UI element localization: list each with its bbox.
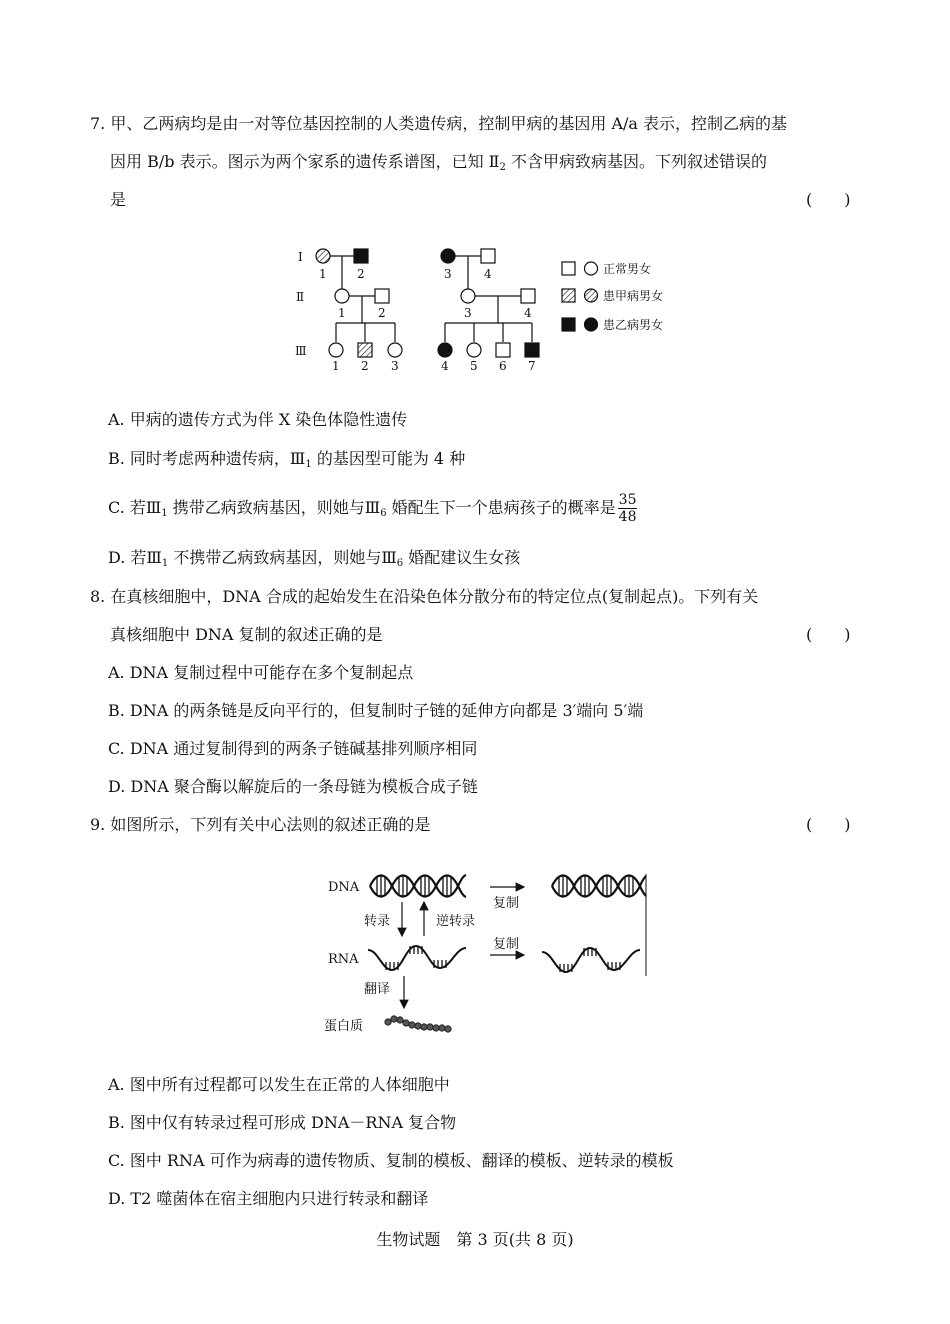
num-f2-g1-4: 4 — [484, 267, 492, 281]
gen-label-III: Ⅲ — [295, 344, 307, 358]
diagram-protein-label: 蛋白质 — [324, 1019, 364, 1034]
central-dogma-diagram — [320, 862, 660, 1042]
legend-label-jia: 患甲病男女 — [603, 289, 664, 303]
q7-option-c-pre: C. 若Ⅲ — [108, 498, 162, 517]
q8-option-a[interactable]: A. DNA 复制过程中可能存在多个复制起点 — [108, 663, 414, 682]
q7-stem-line2-pre: 因用 B/b 表示。图示为两个家系的遗传系谱图，已知 Ⅱ — [110, 152, 500, 171]
q7-option-d[interactable] — [108, 548, 520, 574]
num-f2-g1-3: 3 — [444, 267, 452, 281]
num-f1-g3-1: 1 — [332, 359, 340, 373]
q7-answer-paren: ( ) — [806, 190, 851, 209]
diagram-rna-label: RNA — [328, 952, 359, 967]
pedigree-II4-male-normal — [521, 289, 535, 303]
rna-strand-left — [368, 946, 466, 970]
q7-option-b-pre: B. 同时考虑两种遗传病，Ⅲ — [108, 449, 306, 468]
pedigree-II2-male-normal — [375, 289, 389, 303]
q7-stem-line2 — [110, 152, 767, 178]
q7-stem-line2-sub: 2 — [499, 162, 506, 173]
q7-option-d-post: 婚配建议生女孩 — [403, 548, 521, 567]
num-f1-g3-3: 3 — [391, 359, 399, 373]
pedigree-chart — [290, 240, 690, 375]
dna-helix-right — [552, 876, 646, 897]
q7-stem-line3: 是 — [110, 190, 127, 209]
num-f2-g3-6: 6 — [499, 359, 507, 373]
pedigree-III3-female-normal — [388, 343, 402, 357]
fraction-numerator: 35 — [618, 492, 637, 508]
q7-option-b-sub: 1 — [305, 459, 312, 470]
num-f1-g3-2: 2 — [361, 359, 369, 373]
pedigree-III1-female-normal — [329, 343, 343, 357]
legend-label-yi: 患乙病男女 — [603, 318, 664, 332]
num-f1-g2-2: 2 — [378, 306, 386, 320]
q8-answer-paren: ( ) — [806, 625, 851, 644]
q9-option-a[interactable]: A. 图中所有过程都可以发生在正常的人体细胞中 — [108, 1075, 450, 1094]
q7-option-d-sub1: 1 — [161, 558, 169, 569]
legend-jia-female — [585, 289, 598, 302]
diagram-replication-label-2: 复制 — [493, 937, 520, 952]
num-f2-g3-5: 5 — [470, 359, 478, 373]
q7-option-c-fraction — [618, 492, 638, 525]
q8-option-b[interactable]: B. DNA 的两条链是反向平行的，但复制时子链的延伸方向都是 3′端向 5′端 — [108, 701, 644, 720]
q9-answer-paren: ( ) — [806, 815, 851, 834]
legend-yi-female — [585, 318, 598, 331]
num-f2-g2-3: 3 — [464, 306, 472, 320]
num-f2-g2-4: 4 — [524, 306, 532, 320]
pedigree-III7-male-yi — [525, 343, 539, 357]
legend-normal-male — [562, 262, 575, 275]
q8-stem-line2: 真核细胞中 DNA 复制的叙述正确的是 — [110, 625, 383, 644]
q9-option-d[interactable]: D. T2 噬菌体在宿主细胞内只进行转录和翻译 — [108, 1189, 429, 1208]
num-f1-g1-1: 1 — [319, 267, 327, 281]
num-f2-g3-4: 4 — [441, 359, 449, 373]
pedigree-III2-male-jia — [358, 343, 372, 357]
num-f1-g2-1: 1 — [338, 306, 346, 320]
pedigree-III6-male-normal — [496, 343, 510, 357]
q7-option-b[interactable] — [108, 449, 465, 475]
diagram-transcription-label: 转录 — [364, 914, 391, 929]
gen-label-I: Ⅰ — [298, 250, 303, 264]
rna-strand-right — [542, 948, 640, 972]
pedigree-III5-female-normal — [467, 343, 481, 357]
diagram-replication-label-1: 复制 — [493, 896, 520, 911]
q7-option-d-mid: 不携带乙病致病基因，则她与Ⅲ — [168, 548, 397, 567]
q9-option-c[interactable]: C. 图中 RNA 可作为病毒的遗传物质、复制的模板、翻译的模板、逆转录的模板 — [108, 1151, 674, 1170]
pedigree-II3-female-normal — [461, 289, 475, 303]
q7-option-a[interactable]: A. 甲病的遗传方式为伴 X 染色体隐性遗传 — [108, 410, 408, 429]
legend-label-normal: 正常男女 — [603, 262, 652, 276]
q7-stem-line2-post: 不含甲病致病基因。下列叙述错误的 — [505, 152, 767, 171]
pedigree-III4-female-yi — [438, 343, 452, 357]
q7-option-c-mid: 携带乙病致病基因，则她与Ⅲ — [167, 498, 381, 517]
q7-option-b-post: 的基因型可能为 4 种 — [311, 449, 466, 468]
pedigree-I3-female-yi — [441, 249, 455, 263]
pedigree-I2-male-yi — [354, 249, 368, 263]
protein-beads — [385, 1016, 451, 1032]
q7-option-c[interactable] — [108, 490, 637, 532]
q7-stem-line1: 7. 甲、乙两病均是由一对等位基因控制的人类遗传病，控制甲病的基因用 A/a 表示，控制乙病的基 — [90, 114, 788, 133]
gen-label-II: Ⅱ — [296, 290, 305, 304]
pedigree-II1-female-normal — [335, 289, 349, 303]
q7-option-d-pre: D. 若Ⅲ — [108, 548, 162, 567]
legend-yi-male — [562, 318, 575, 331]
num-f2-g3-7: 7 — [528, 359, 536, 373]
q9-stem-line1: 9. 如图所示，下列有关中心法则的叙述正确的是 — [90, 815, 431, 834]
num-f1-g1-2: 2 — [357, 267, 365, 281]
q7-option-c-post: 婚配生下一个患病孩子的概率是 — [386, 498, 616, 517]
diagram-translation-label: 翻译 — [364, 982, 391, 997]
diagram-dna-label: DNA — [328, 880, 360, 895]
legend-jia-male — [562, 289, 575, 302]
pedigree-I4-male-normal — [481, 249, 495, 263]
q9-option-b[interactable]: B. 图中仅有转录过程可形成 DNA－RNA 复合物 — [108, 1113, 457, 1132]
q8-option-c[interactable]: C. DNA 通过复制得到的两条子链碱基排列顺序相同 — [108, 739, 478, 758]
q8-stem-line1: 8. 在真核细胞中，DNA 合成的起始发生在沿染色体分散分布的特定位点(复制起点)。下列有关 — [90, 587, 759, 606]
legend-normal-female — [585, 262, 598, 275]
pedigree-I1-female-jia — [316, 249, 330, 263]
q8-option-d[interactable]: D. DNA 聚合酶以解旋后的一条母链为模板合成子链 — [108, 777, 478, 796]
fraction-denominator: 48 — [618, 509, 637, 525]
page-footer: 生物试题 第 3 页(共 8 页) — [376, 1230, 574, 1249]
q7-option-c-sub1: 1 — [161, 508, 168, 519]
diagram-reverse-transcription-label: 逆转录 — [436, 914, 476, 929]
q7-option-c-sub2: 6 — [380, 508, 387, 519]
q7-option-d-sub2: 6 — [396, 558, 404, 569]
